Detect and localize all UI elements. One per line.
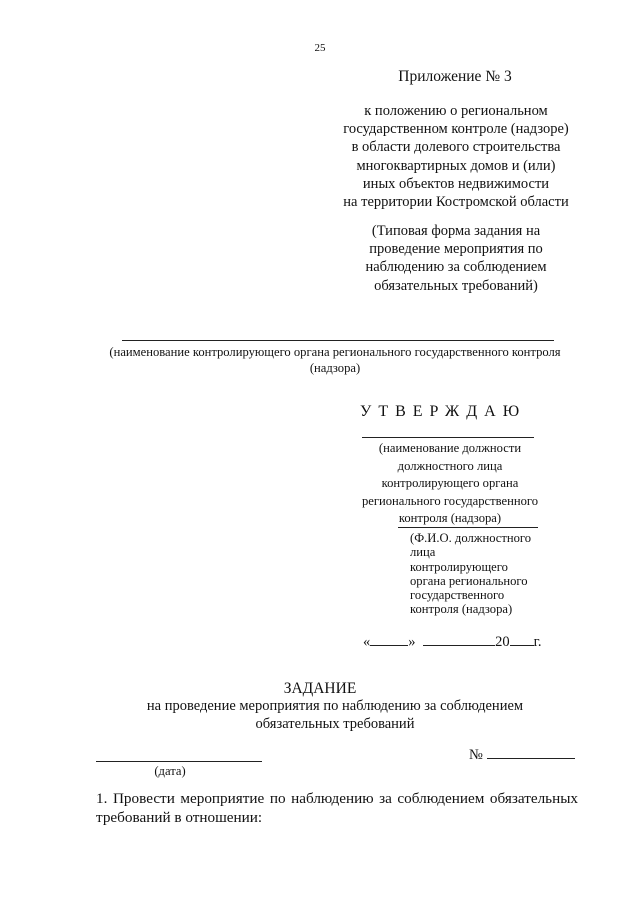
document-title: ЗАДАНИЕ — [283, 680, 357, 697]
org-name-caption — [70, 344, 600, 376]
org-caption-line: (надзора) — [309, 361, 361, 375]
paragraph-item-1: 1. Провести мероприятие по наблюдению за соблюдением обязательных требований в отношении: — [96, 790, 578, 826]
subtitle-line: на проведение мероприятия по наблюдению за соблюдением — [146, 698, 524, 714]
year-prefix: 20 — [495, 634, 510, 650]
day-fill-line[interactable] — [370, 632, 408, 646]
appendix-line: многоквартирных домов и (или) — [356, 157, 556, 174]
type-form-line: (Типовая форма задания на — [371, 223, 541, 239]
type-form-note — [330, 222, 582, 295]
date-open-quote: « — [363, 634, 371, 650]
number-fill-line[interactable] — [487, 745, 575, 759]
position-fill-line[interactable] — [362, 437, 534, 438]
position-caption-line: контролирующего органа — [381, 476, 519, 490]
appendix-title: Приложение № 3 — [398, 68, 512, 85]
fio-caption-line: (Ф.И.О. должностного — [410, 531, 532, 545]
date-caption: (дата) — [154, 764, 186, 778]
position-caption-line: регионального государственного — [361, 493, 539, 508]
fio-caption — [410, 531, 560, 617]
month-fill-line[interactable] — [423, 632, 495, 646]
fio-fill-line[interactable] — [398, 527, 538, 528]
position-caption-line: должностного лица — [397, 458, 503, 473]
appendix-line: к положению о региональном — [364, 103, 548, 119]
page-number: 25 — [314, 42, 326, 54]
year-suffix: г. — [533, 634, 542, 650]
document-date-fill-line[interactable] — [96, 761, 262, 762]
approve-heading: УТВЕРЖДАЮ — [360, 403, 527, 420]
fio-caption-line: лица — [410, 545, 436, 560]
type-form-line: обязательных требований) — [374, 277, 538, 294]
position-caption — [350, 440, 550, 528]
type-form-line: проведение мероприятия по — [369, 241, 543, 258]
appendix-line: иных объектов недвижимости — [362, 175, 550, 192]
fio-caption-line: государственного — [410, 588, 505, 603]
appendix-line: государственном контроле (надзоре) — [343, 121, 569, 138]
appendix-line: на территории Костромской области — [343, 194, 569, 211]
date-close-quote: » — [408, 634, 416, 650]
fio-caption-line: органа регионального — [410, 573, 528, 588]
subtitle-line: обязательных требований — [255, 716, 415, 732]
org-caption-line: (наименование контролирующего органа регионального государственного контроля — [109, 345, 561, 359]
position-caption-line: контроля (надзора) — [398, 511, 502, 525]
number-sign: № — [469, 747, 483, 763]
year-fill-line[interactable] — [510, 632, 534, 646]
approval-date — [363, 632, 553, 651]
document-number — [469, 745, 579, 764]
position-caption-line: (наименование должности — [378, 441, 522, 455]
type-form-line: наблюдению за соблюдением — [365, 259, 547, 276]
document-subtitle — [110, 697, 560, 733]
org-name-fill-line[interactable] — [122, 340, 554, 341]
fio-caption-line: контроля (надзора) — [410, 602, 513, 617]
fio-caption-line: контролирующего — [410, 559, 508, 574]
appendix-description — [320, 102, 592, 211]
appendix-line: в области долевого строительства — [351, 139, 561, 156]
